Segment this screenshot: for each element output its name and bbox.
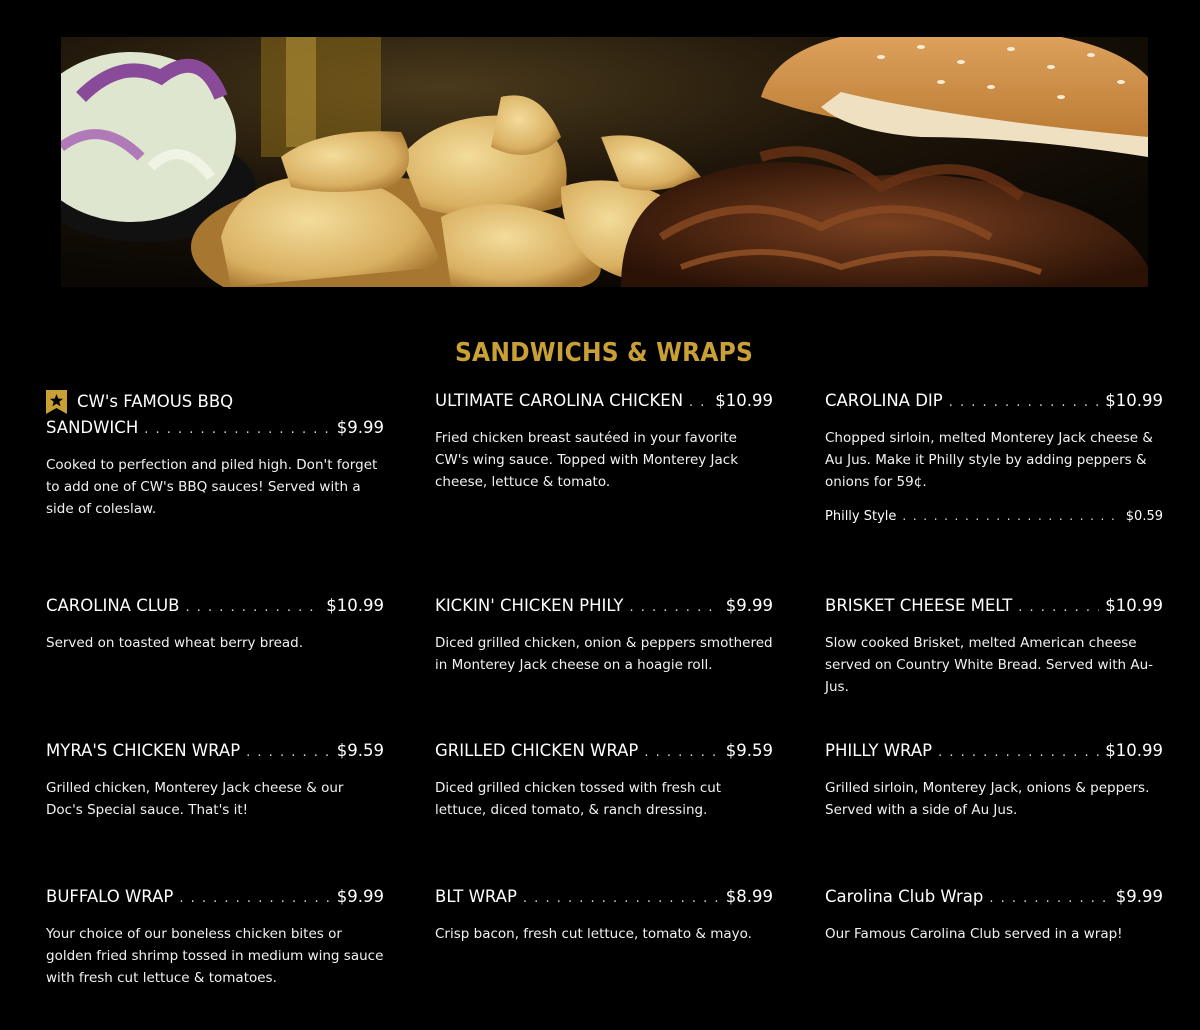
leader-dots: [185, 597, 320, 619]
item-description: Served on toasted wheat berry bread.: [46, 635, 304, 651]
item-description: Grilled chicken, Monterey Jack cheese & our Doc's Special sauce. That's it!: [46, 780, 344, 818]
item-price: $8.99: [725, 887, 773, 906]
item-name: BLT WRAP: [435, 887, 517, 906]
item-price: $9.99: [725, 596, 773, 615]
item-name: SANDWICH: [46, 418, 139, 437]
item-price: $9.99: [336, 418, 384, 437]
item-price: $9.59: [725, 741, 773, 760]
menu-item-kickin-chicken-phily[interactable]: [435, 595, 773, 676]
menu-item-carolina-club[interactable]: [46, 595, 384, 654]
item-price: $10.99: [1105, 596, 1163, 615]
option-price: $0.59: [1125, 509, 1163, 524]
star-bookmark-icon: [46, 390, 67, 414]
leader-dots: [949, 392, 1100, 414]
item-price: $10.99: [715, 391, 773, 410]
item-name: MYRA'S CHICKEN WRAP: [46, 741, 241, 760]
item-description: Diced grilled chicken tossed with fresh cut lettuce, diced tomato, & ranch dressing.: [435, 780, 722, 818]
menu-item-carolina-club-wrap[interactable]: [825, 886, 1163, 945]
leader-dots: [689, 392, 709, 414]
item-name: CAROLINA DIP: [825, 391, 943, 410]
option-name: Philly Style: [825, 509, 897, 524]
menu-item-carolina-dip[interactable]: [825, 390, 1163, 524]
item-description: Your choice of our boneless chicken bites or golden fried shrimp tossed in medium wing sauce with fresh cut lettuce & tomatoes.: [46, 926, 384, 986]
item-description: Fried chicken breast sautéed in your favorite CW's wing sauce. Topped with Monterey Jack cheese, lettuce & tomato.: [435, 430, 739, 490]
item-name: ULTIMATE CAROLINA CHICKEN: [435, 391, 684, 410]
item-name: CAROLINA CLUB: [46, 596, 180, 615]
leader-dots: [902, 509, 1119, 523]
leader-dots: [938, 742, 1099, 764]
item-description: Grilled sirloin, Monterey Jack, onions & peppers. Served with a side of Au Jus.: [825, 780, 1150, 818]
leader-dots: [644, 742, 719, 764]
item-name: Carolina Club Wrap: [825, 887, 984, 906]
menu-item-buffalo-wrap[interactable]: [46, 886, 384, 989]
menu-item-grilled-chicken-wrap[interactable]: [435, 740, 773, 821]
hero-food-illustration: [61, 37, 1148, 287]
section-title: SANDWICHS & WRAPS: [454, 338, 754, 368]
item-price: $9.59: [336, 741, 384, 760]
menu-item-cws-famous-bbq-sandwich[interactable]: [46, 390, 384, 520]
menu-item-blt-wrap[interactable]: [435, 886, 773, 945]
item-description: Crisp bacon, fresh cut lettuce, tomato & mayo.: [435, 926, 752, 942]
menu-item-philly-wrap[interactable]: [825, 740, 1163, 821]
leader-dots: [523, 888, 720, 910]
item-price: $10.99: [326, 596, 384, 615]
item-price: $10.99: [1105, 741, 1163, 760]
leader-dots: [989, 888, 1109, 910]
item-name: GRILLED CHICKEN WRAP: [435, 741, 639, 760]
item-description: Slow cooked Brisket, melted American cheese served on Country White Bread. Served with Au-Jus.: [825, 635, 1154, 695]
item-name: BRISKET CHEESE MELT: [825, 596, 1013, 615]
menu-item-ultimate-carolina-chicken[interactable]: [435, 390, 773, 493]
item-description: Cooked to perfection and piled high. Don't forget to add one of CW's BBQ sauces! Served with a side of coleslaw.: [46, 457, 378, 517]
item-price: $10.99: [1105, 391, 1163, 410]
leader-dots: [629, 597, 719, 619]
item-description: Diced grilled chicken, onion & peppers smothered in Monterey Jack cheese on a hoagie roll.: [435, 635, 773, 673]
item-description: Chopped sirloin, melted Monterey Jack cheese & Au Jus. Make it Philly style by adding peppers & onions for 59¢.: [825, 430, 1153, 490]
item-name: BUFFALO WRAP: [46, 887, 174, 906]
leader-dots: [1018, 597, 1099, 619]
item-price: $9.99: [1115, 887, 1163, 906]
leader-dots: [246, 742, 331, 764]
hero-image: [61, 37, 1148, 287]
leader-dots: [179, 888, 330, 910]
item-description: Our Famous Carolina Club served in a wrap!: [825, 926, 1123, 942]
item-price: $9.99: [336, 887, 384, 906]
leader-dots: [144, 419, 331, 441]
menu-item-myras-chicken-wrap[interactable]: [46, 740, 384, 821]
menu-item-brisket-cheese-melt[interactable]: [825, 595, 1163, 698]
item-name: PHILLY WRAP: [825, 741, 933, 760]
item-name-line1: CW's FAMOUS BBQ: [77, 392, 234, 411]
item-name: KICKIN' CHICKEN PHILY: [435, 596, 624, 615]
item-option-philly-style[interactable]: [825, 509, 1163, 524]
